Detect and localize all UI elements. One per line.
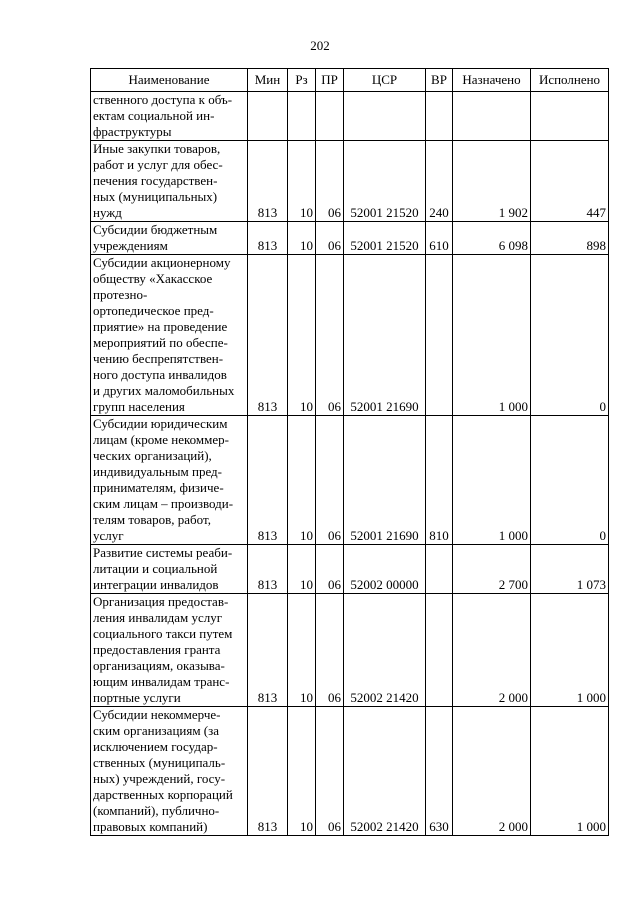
cell-csr: 52002 00000 <box>344 545 426 594</box>
cell-ispolneno: 447 <box>531 141 609 222</box>
cell-name: Субсидии юридическим лицам (кроме некоммер- ческих организаций), индивидуальным пред- принимателям, физиче- ским лицам – производи- телям товаров, работ, услуг <box>91 416 248 545</box>
cell-vr: 610 <box>426 222 453 255</box>
cell-naznacheno: 2 000 <box>453 707 531 836</box>
cell-rz: 10 <box>288 594 316 707</box>
cell-ispolneno <box>531 92 609 141</box>
cell-vr <box>426 545 453 594</box>
cell-name: Субсидии некоммерче- ским организациям (за исключением государ- ственных (муниципаль- ных) учреждений, госу- дарственных корпораций (компаний), публично- правовых компаний) <box>91 707 248 836</box>
cell-rz: 10 <box>288 141 316 222</box>
header-row <box>91 69 609 92</box>
header-name: Наименование <box>91 69 248 92</box>
cell-name: ственного доступа к объ- ектам социальной ин- фраструктуры <box>91 92 248 141</box>
header-ispolneno: Исполнено <box>531 69 609 92</box>
cell-csr: 52001 21690 <box>344 255 426 416</box>
cell-name: Иные закупки товаров, работ и услуг для обес- печения государствен- ных (муниципальных) нужд <box>91 141 248 222</box>
header-rz: Рз <box>288 69 316 92</box>
cell-ispolneno: 1 000 <box>531 707 609 836</box>
cell-ispolneno: 1 000 <box>531 594 609 707</box>
cell-ispolneno: 1 073 <box>531 545 609 594</box>
cell-csr: 52002 21420 <box>344 707 426 836</box>
cell-pr: 06 <box>316 416 344 545</box>
cell-naznacheno: 1 000 <box>453 255 531 416</box>
cell-naznacheno: 1 000 <box>453 416 531 545</box>
cell-min: 813 <box>248 255 288 416</box>
cell-naznacheno: 2 000 <box>453 594 531 707</box>
cell-pr: 06 <box>316 141 344 222</box>
cell-vr <box>426 255 453 416</box>
table-row <box>91 92 609 141</box>
cell-min: 813 <box>248 222 288 255</box>
cell-vr: 240 <box>426 141 453 222</box>
cell-rz: 10 <box>288 255 316 416</box>
header-vr: ВР <box>426 69 453 92</box>
cell-min: 813 <box>248 416 288 545</box>
cell-vr <box>426 594 453 707</box>
cell-rz <box>288 92 316 141</box>
cell-pr: 06 <box>316 594 344 707</box>
cell-rz: 10 <box>288 545 316 594</box>
cell-min: 813 <box>248 707 288 836</box>
cell-min: 813 <box>248 141 288 222</box>
cell-csr: 52001 21520 <box>344 141 426 222</box>
cell-csr: 52001 21690 <box>344 416 426 545</box>
table-row <box>91 545 609 594</box>
cell-ispolneno: 898 <box>531 222 609 255</box>
cell-rz: 10 <box>288 707 316 836</box>
cell-pr: 06 <box>316 222 344 255</box>
cell-min: 813 <box>248 594 288 707</box>
cell-rz: 10 <box>288 222 316 255</box>
table-header <box>91 69 609 92</box>
cell-csr: 52001 21520 <box>344 222 426 255</box>
cell-pr: 06 <box>316 707 344 836</box>
header-naznacheno: Назначено <box>453 69 531 92</box>
budget-table <box>90 68 609 836</box>
cell-min <box>248 92 288 141</box>
cell-naznacheno: 1 902 <box>453 141 531 222</box>
cell-name: Развитие системы реаби- литации и социальной интеграции инвалидов <box>91 545 248 594</box>
cell-vr: 630 <box>426 707 453 836</box>
header-min: Мин <box>248 69 288 92</box>
table-row <box>91 707 609 836</box>
cell-csr <box>344 92 426 141</box>
cell-name: Субсидии акционерному обществу «Хакасское протезно- ортопедическое пред- приятие» на проведение мероприятий по обеспе- чению беспрепятствен- ного доступа инвалидов и других маломобильных групп населения <box>91 255 248 416</box>
cell-csr: 52002 21420 <box>344 594 426 707</box>
cell-name: Организация предостав- ления инвалидам услуг социального такси путем предоставления гранта организациям, оказыва- ющим инвалидам транс- портные услуги <box>91 594 248 707</box>
header-csr: ЦСР <box>344 69 426 92</box>
cell-vr <box>426 92 453 141</box>
table-row <box>91 141 609 222</box>
cell-naznacheno <box>453 92 531 141</box>
table-row <box>91 594 609 707</box>
cell-ispolneno: 0 <box>531 416 609 545</box>
cell-ispolneno: 0 <box>531 255 609 416</box>
cell-pr <box>316 92 344 141</box>
header-pr: ПР <box>316 69 344 92</box>
table-row <box>91 416 609 545</box>
table-row <box>91 255 609 416</box>
cell-naznacheno: 6 098 <box>453 222 531 255</box>
table-row <box>91 222 609 255</box>
cell-pr: 06 <box>316 545 344 594</box>
cell-vr: 810 <box>426 416 453 545</box>
page-number: 202 <box>310 38 330 53</box>
cell-min: 813 <box>248 545 288 594</box>
cell-naznacheno: 2 700 <box>453 545 531 594</box>
table-body <box>91 92 609 836</box>
cell-rz: 10 <box>288 416 316 545</box>
cell-name: Субсидии бюджетным учреждениям <box>91 222 248 255</box>
cell-pr: 06 <box>316 255 344 416</box>
